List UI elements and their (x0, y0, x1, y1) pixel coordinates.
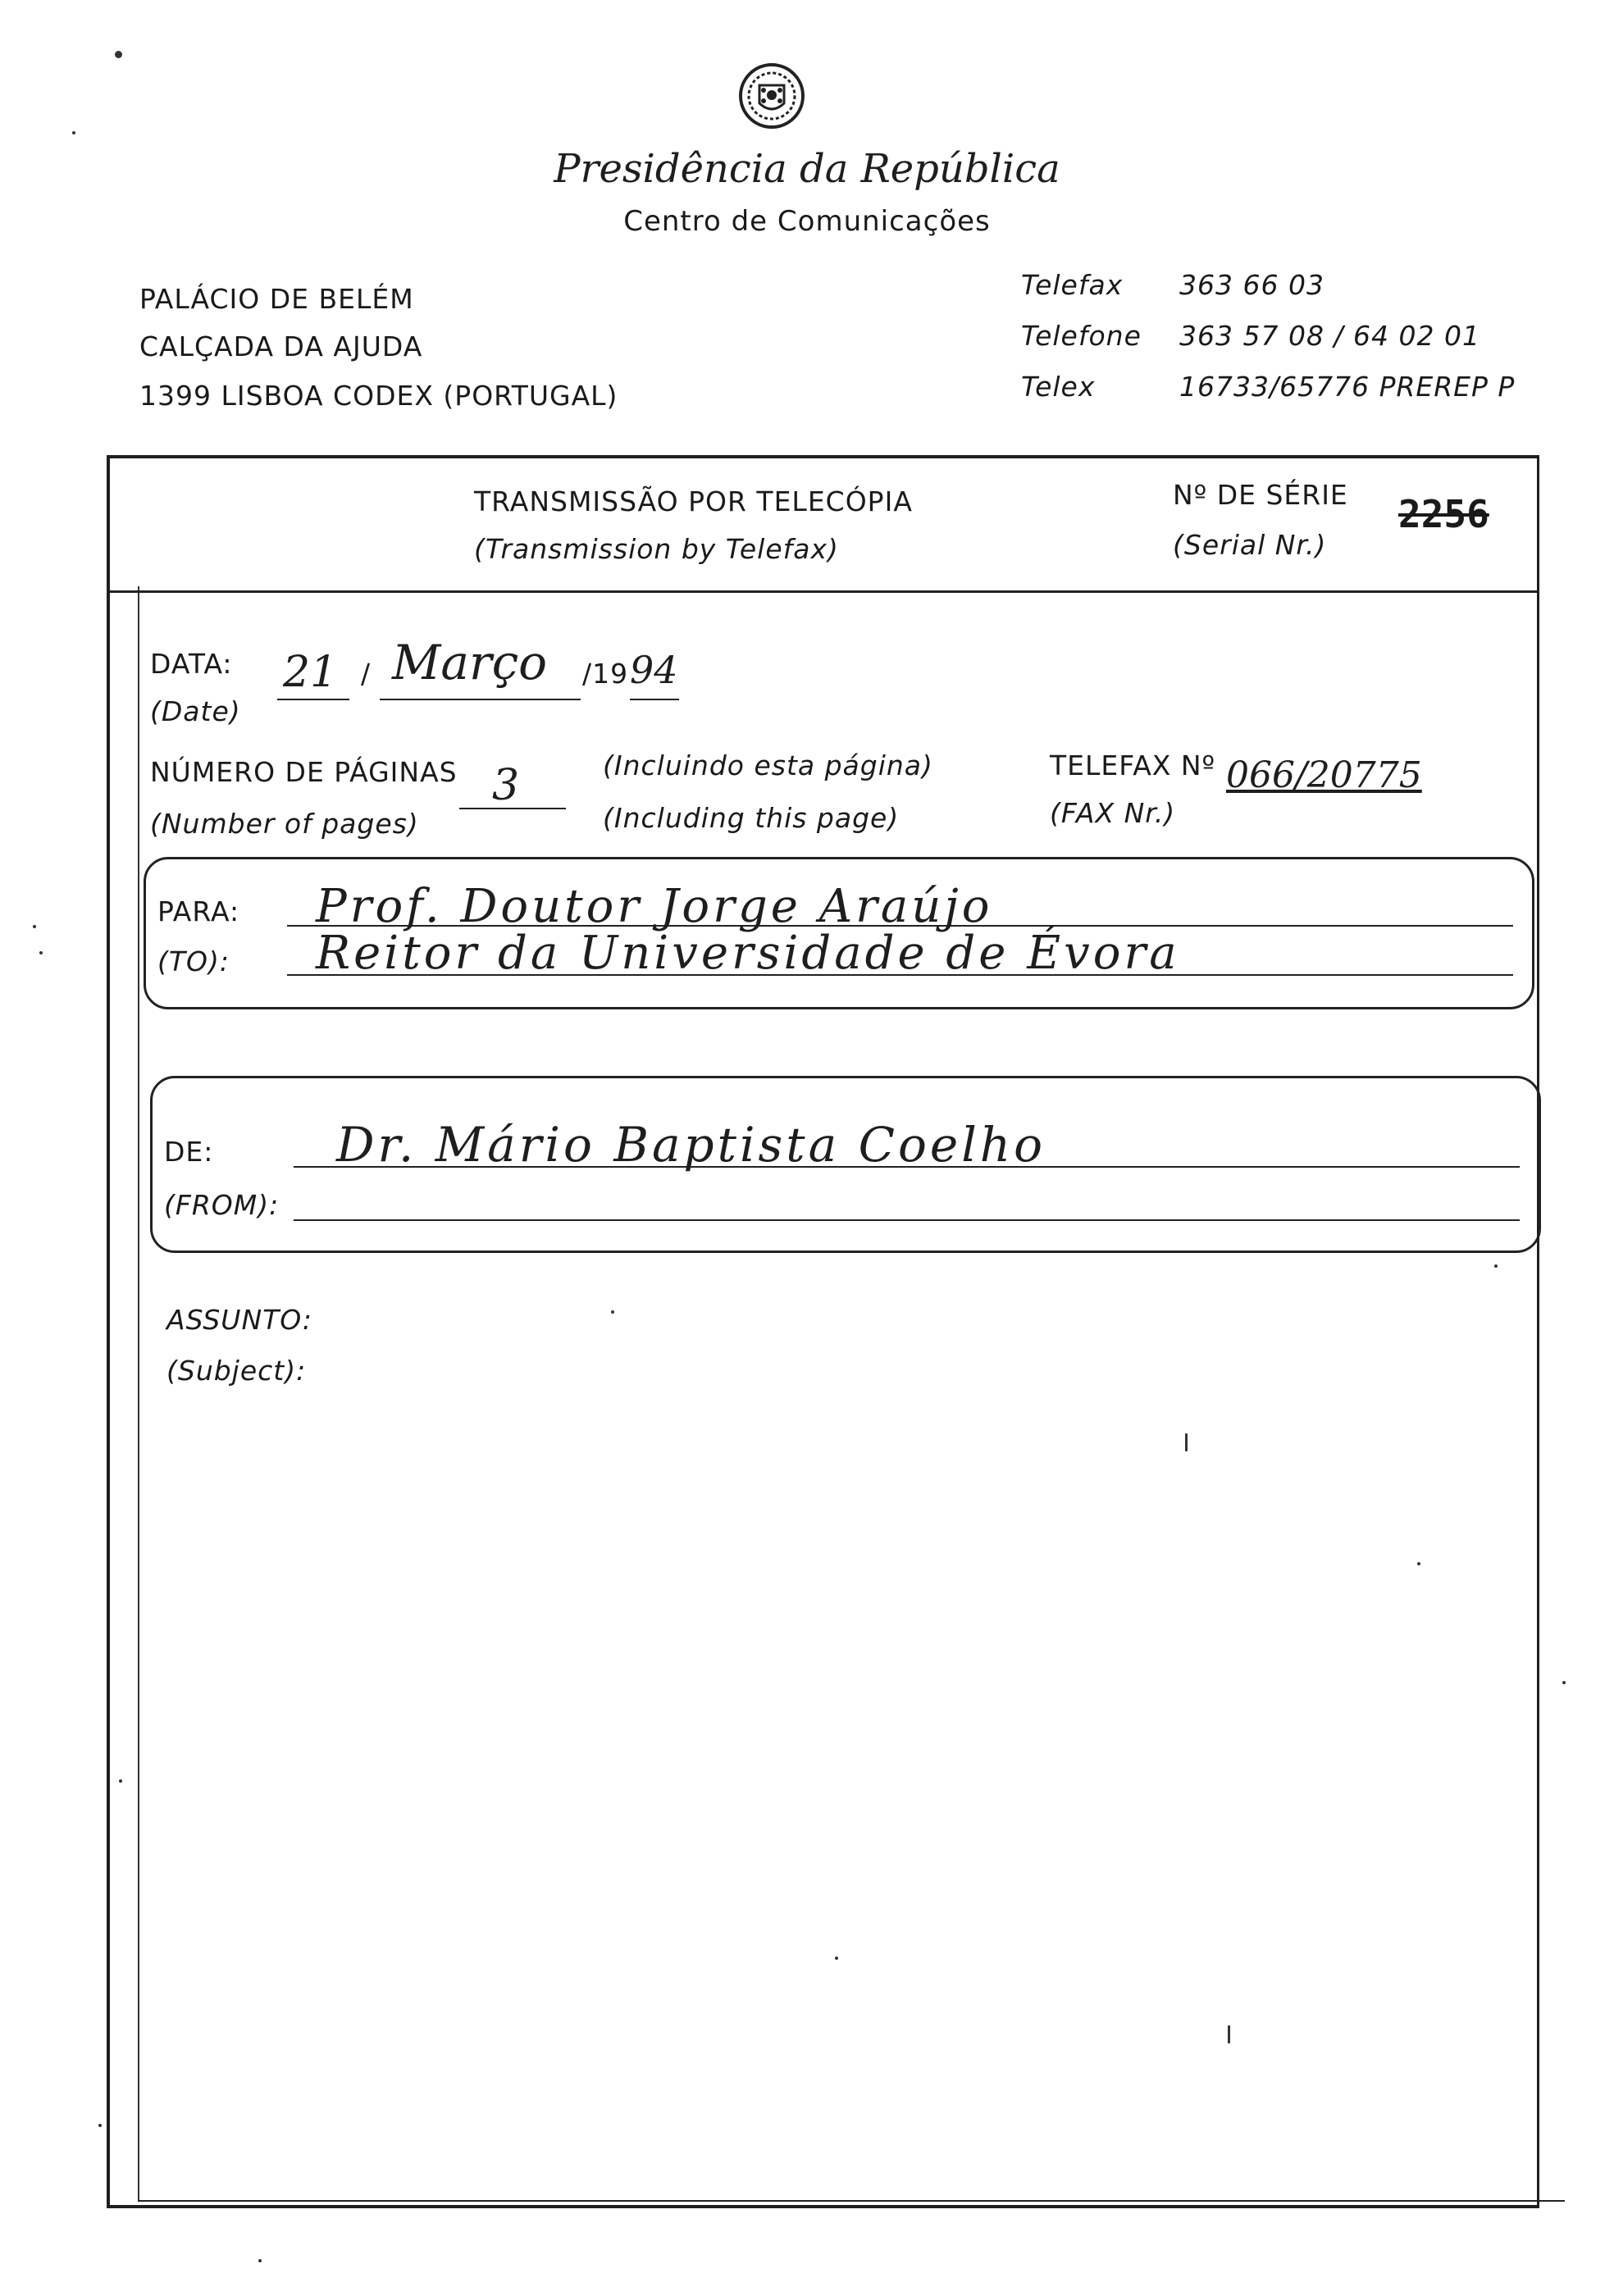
republic-seal-icon (736, 61, 807, 131)
subject-label-en: (Subject): (166, 1355, 307, 1387)
form-title: TRANSMISSÃO POR TELECÓPIA (474, 485, 913, 517)
scan-speck (835, 1957, 838, 1960)
telex-value: 16733/65776 PREREP P (1179, 371, 1516, 403)
to-label: PARA: (157, 895, 240, 927)
fax-label-en: (FAX Nr.) (1050, 797, 1176, 829)
date-separator: / (361, 658, 372, 690)
telefone-label: Telefone (1021, 320, 1142, 352)
scan-speck (258, 2259, 262, 2262)
scan-speck (39, 951, 43, 954)
scan-speck (1417, 1562, 1420, 1565)
address-line-3: 1399 LISBOA CODEX (PORTUGAL) (139, 380, 618, 412)
scan-speck (611, 1310, 614, 1314)
header-divider (107, 590, 1537, 593)
form-title-en: (Transmission by Telefax) (474, 533, 839, 565)
from-line-1: Dr. Mário Baptista Coelho (336, 1117, 1046, 1173)
date-label-en: (Date) (150, 695, 241, 727)
address-line-2: CALÇADA DA AJUDA (139, 330, 423, 362)
telex-label: Telex (1021, 371, 1096, 403)
scan-speck (1494, 1264, 1498, 1268)
fax-label: TELEFAX Nº (1050, 749, 1216, 781)
date-day-line (277, 699, 349, 700)
date-month-line (380, 699, 581, 700)
scan-speck (33, 925, 36, 928)
from-line-2-rule (294, 1219, 1520, 1221)
frame-shadow-line (138, 586, 139, 2202)
subject-label: ASSUNTO: (166, 1304, 312, 1336)
to-label-en: (TO): (157, 945, 230, 977)
scan-speck (119, 1779, 122, 1783)
pages-value: 3 (492, 761, 520, 810)
pages-label: NÚMERO DE PÁGINAS (150, 756, 458, 788)
date-day: 21 (283, 648, 338, 697)
address-line-1: PALÁCIO DE BELÉM (139, 283, 414, 315)
serial-label: Nº DE SÉRIE (1173, 479, 1348, 511)
frame-bottom-line (138, 2200, 1565, 2202)
serial-number: 2256 (1398, 492, 1489, 536)
from-label: DE: (164, 1136, 214, 1168)
telefone-value: 363 57 08 / 64 02 01 (1179, 320, 1480, 352)
date-year-prefix: /19 (582, 658, 629, 690)
scan-speck (1562, 1681, 1566, 1684)
pages-note: (Incluindo esta página) (603, 749, 933, 781)
date-year-line (630, 699, 679, 700)
telefax-value: 363 66 03 (1179, 269, 1324, 301)
date-year: 94 (630, 648, 678, 692)
serial-label-en: (Serial Nr.) (1173, 529, 1327, 561)
letterhead-subtitle: Centro de Comunicações (623, 205, 991, 238)
scan-speck (1185, 1433, 1188, 1451)
from-label-en: (FROM): (164, 1189, 280, 1221)
scan-speck (98, 2124, 102, 2127)
pages-label-en: (Number of pages) (150, 808, 419, 840)
to-line-1: Prof. Doutor Jorge Araújo (316, 880, 993, 933)
scan-speck (72, 131, 75, 134)
telefax-label: Telefax (1021, 269, 1124, 301)
letterhead-title: Presidência da República (554, 146, 1060, 192)
scan-speck (1228, 2025, 1230, 2043)
form-frame (107, 455, 1539, 2208)
scan-speck (115, 51, 122, 58)
date-month: Março (392, 635, 548, 690)
to-line-2: Reitor da Universidade de Évora (316, 927, 1180, 980)
fax-value: 066/20775 (1226, 754, 1422, 796)
pages-note-en: (Including this page) (603, 802, 900, 834)
date-label: DATA: (150, 648, 233, 680)
